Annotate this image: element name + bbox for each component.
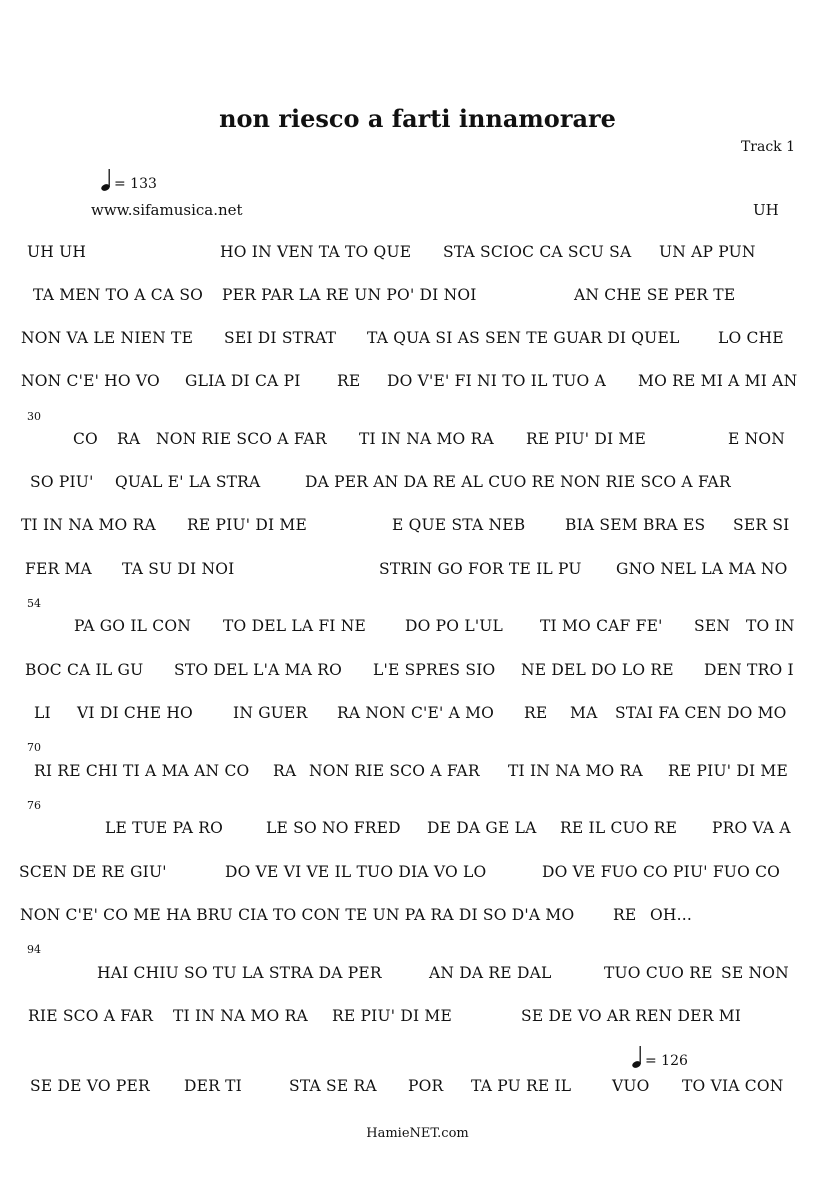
lyric-syllable: SE DE VO PER	[30, 1077, 150, 1095]
lyric-syllable: UH UH	[27, 243, 87, 261]
lyric-syllable: TI IN NA MO RA	[359, 430, 494, 448]
lyric-line	[0, 329, 835, 353]
lyric-syllable: RI RE CHI TI A MA AN CO	[34, 762, 250, 780]
lyric-syllable: QUAL E' LA STRA	[115, 473, 261, 491]
lyric-syllable: RE	[337, 372, 361, 390]
lyric-syllable: RE PIU' DI ME	[668, 762, 788, 780]
lyric-syllable: LE TUE PA RO	[105, 819, 224, 837]
lyric-syllable: MA	[570, 704, 598, 722]
lyric-syllable: OH...	[650, 906, 693, 924]
lyric-line	[0, 1077, 835, 1101]
lyric-syllable: RE PIU' DI ME	[187, 516, 307, 534]
measure-number: 30	[27, 410, 41, 423]
lyric-line	[0, 762, 835, 786]
lyric-line	[0, 863, 835, 887]
lyric-line	[0, 516, 835, 540]
lyric-syllable: HAI CHIU SO TU LA STRA DA PER	[97, 964, 382, 982]
lyric-syllable: POR	[408, 1077, 444, 1095]
lyric-syllable: SEN	[694, 617, 731, 635]
lyric-syllable: UH	[753, 201, 779, 219]
lyric-syllable: DO PO L'UL	[405, 617, 504, 635]
lyric-syllable: TA PU RE IL	[471, 1077, 572, 1095]
lyric-syllable: SCEN DE RE GIU'	[19, 863, 167, 881]
lyric-line	[0, 661, 835, 685]
lyric-syllable: SE NON	[721, 964, 789, 982]
lyric-syllable: E NON	[728, 430, 786, 448]
lyric-syllable: IN GUER	[233, 704, 308, 722]
lyric-syllable: TO VIA CON	[682, 1077, 784, 1095]
lyric-line	[0, 286, 835, 310]
lyric-line	[0, 964, 835, 988]
lyric-syllable: TI IN NA MO RA	[21, 516, 156, 534]
lyric-syllable: LI	[34, 704, 51, 722]
lyric-syllable: SEI DI STRAT	[224, 329, 337, 347]
lyric-syllable: CO	[73, 430, 98, 448]
lyric-syllable: DEN TRO I	[704, 661, 794, 679]
lyric-syllable: DER TI	[184, 1077, 243, 1095]
lyric-line	[0, 1007, 835, 1031]
lyric-syllable: RA	[273, 762, 297, 780]
lyric-syllable: TA QUA SI AS SEN TE GUAR DI QUEL	[367, 329, 680, 347]
lyric-syllable: RA NON C'E' A MO	[337, 704, 495, 722]
measure-number: 94	[27, 943, 41, 956]
lyric-syllable: DA PER AN DA RE AL CUO RE NON RIE SCO A FAR	[305, 473, 731, 491]
lyric-syllable: TI IN NA MO RA	[173, 1007, 308, 1025]
lyric-syllable: VI DI CHE HO	[77, 704, 193, 722]
lyric-syllable: MO RE MI A MI AN	[638, 372, 798, 390]
lyric-line	[0, 430, 835, 454]
lyric-syllable: HO IN VEN TA TO QUE	[220, 243, 412, 261]
lyric-syllable: PER PAR LA RE UN PO' DI NOI	[222, 286, 477, 304]
lyric-syllable: NON C'E' HO VO	[21, 372, 160, 390]
lyric-syllable: UN AP PUN	[659, 243, 756, 261]
lyric-line	[0, 243, 835, 267]
lyric-syllable: SER SI	[733, 516, 790, 534]
lyric-line	[0, 906, 835, 930]
lyric-syllable: RE	[613, 906, 637, 924]
tempo-value: = 133	[114, 176, 157, 192]
lyric-syllable: AN CHE SE PER TE	[574, 286, 736, 304]
lyric-syllable: STO DEL L'A MA RO	[174, 661, 342, 679]
lyric-syllable: STRIN GO FOR TE IL PU	[379, 560, 582, 578]
lyric-syllable: RE PIU' DI ME	[332, 1007, 452, 1025]
lyric-syllable: RE PIU' DI ME	[526, 430, 646, 448]
lyric-syllable: NON C'E' CO ME HA BRU CIA TO CON TE UN PA RA DI SO D'A MO	[20, 906, 575, 924]
track-label: Track 1	[740, 139, 795, 155]
lyric-syllable: PRO VA A	[712, 819, 791, 837]
lyric-syllable: DO V'E' FI NI TO IL TUO A	[387, 372, 606, 390]
lyric-syllable: STA SE RA	[289, 1077, 377, 1095]
lyric-syllable: RE	[524, 704, 548, 722]
lyric-syllable: DO VE VI VE IL TUO DIA VO LO	[225, 863, 487, 881]
lyric-syllable: GLIA DI CA PI	[185, 372, 301, 390]
lyric-line	[0, 473, 835, 497]
lyric-line	[0, 704, 835, 728]
lyric-syllable: NON RIE SCO A FAR	[156, 430, 327, 448]
lyric-syllable: RE IL CUO RE	[560, 819, 678, 837]
lyric-syllable: DO VE FUO CO PIU' FUO CO	[542, 863, 781, 881]
lyric-syllable: TA SU DI NOI	[122, 560, 235, 578]
lyric-syllable: VUO	[612, 1077, 650, 1095]
quarter-note-icon	[100, 168, 112, 192]
lyric-syllable: E QUE STA NEB	[392, 516, 526, 534]
tempo-marking-start	[100, 168, 157, 192]
lyric-syllable: SO PIU'	[30, 473, 94, 491]
measure-number: 54	[27, 597, 41, 610]
lyric-syllable: TUO CUO RE	[604, 964, 713, 982]
website-label: www.sifamusica.net	[91, 201, 243, 219]
lyric-syllable: RIE SCO A FAR	[28, 1007, 154, 1025]
lyric-syllable: TI IN NA MO RA	[508, 762, 643, 780]
lyric-line	[0, 819, 835, 843]
tempo-value: = 126	[645, 1053, 688, 1069]
lyric-syllable: FER MA	[25, 560, 92, 578]
lyric-syllable: L'E SPRES SIO	[373, 661, 496, 679]
lyric-syllable: NE DEL DO LO RE	[521, 661, 674, 679]
lyric-syllable: BIA SEM BRA ES	[565, 516, 706, 534]
lyric-syllable: BOC CA IL GU	[25, 661, 144, 679]
footer-credit: HamieNET.com	[366, 1126, 469, 1141]
measure-number: 70	[27, 741, 41, 754]
score-title: non riesco a farti innamorare	[219, 104, 616, 133]
lyric-syllable: STAI FA CEN DO MO	[615, 704, 787, 722]
lyric-syllable: STA SCIOC CA SCU SA	[443, 243, 632, 261]
lyric-line	[0, 560, 835, 584]
measure-number: 76	[27, 799, 41, 812]
lyric-syllable: DE DA GE LA	[427, 819, 537, 837]
lyric-syllable: NON RIE SCO A FAR	[309, 762, 480, 780]
lyric-syllable: LE SO NO FRED	[266, 819, 401, 837]
lyric-syllable: AN DA RE DAL	[429, 964, 552, 982]
quarter-note-icon	[631, 1045, 643, 1069]
lyric-syllable: TO IN	[746, 617, 795, 635]
lyric-syllable: TI MO CAF FE'	[540, 617, 663, 635]
lyric-syllable: RA	[117, 430, 141, 448]
lyric-syllable: LO CHE	[718, 329, 784, 347]
lyric-syllable: NON VA LE NIEN TE	[21, 329, 194, 347]
lyric-syllable: PA GO IL CON	[74, 617, 192, 635]
lyric-syllable: GNO NEL LA MA NO	[616, 560, 788, 578]
tempo-marking-change	[631, 1045, 688, 1069]
lyric-line	[0, 617, 835, 641]
lyric-line	[0, 372, 835, 396]
lyric-syllable: SE DE VO AR REN DER MI	[521, 1007, 742, 1025]
lyric-syllable: TA MEN TO A CA SO	[33, 286, 204, 304]
lyric-syllable: TO DEL LA FI NE	[223, 617, 367, 635]
